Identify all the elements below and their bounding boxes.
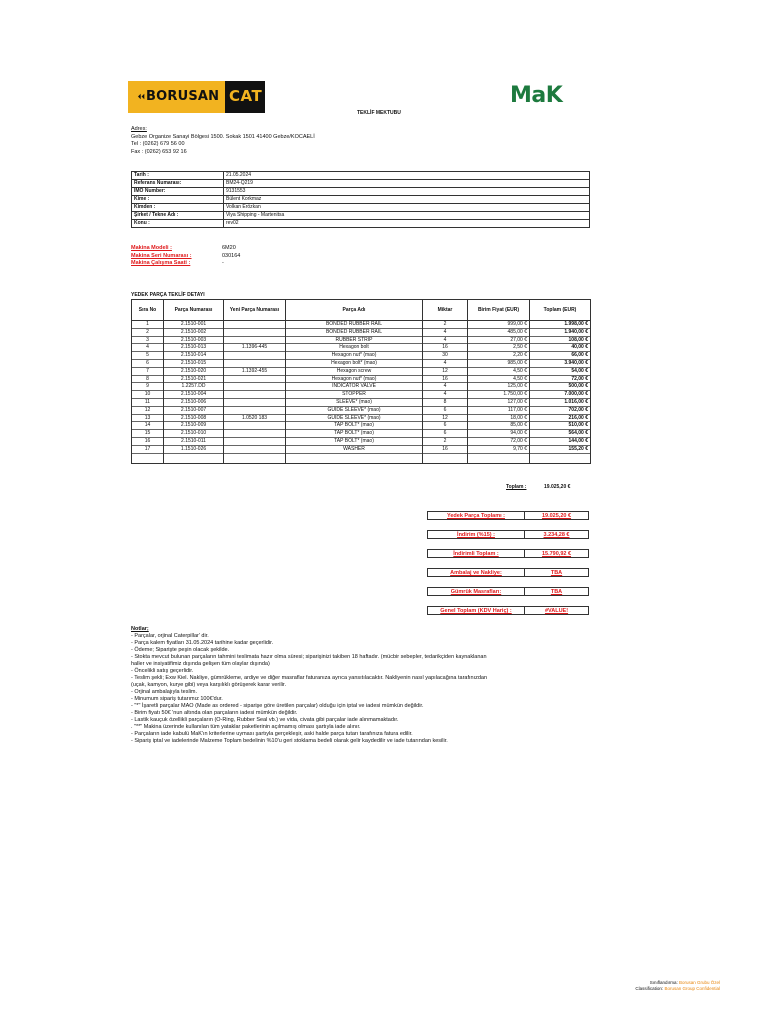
parts-cell-new-number: 1.1396-445 — [224, 344, 286, 352]
parts-cell-unit-price: 2,50 € — [468, 344, 530, 352]
parts-cell-no: 15 — [132, 430, 164, 438]
machine-hours-value: - — [222, 260, 224, 266]
summary-row — [427, 549, 589, 558]
parts-blank-cell — [423, 453, 468, 463]
summary-value: 19.025,20 € — [525, 511, 589, 520]
parts-cell-no: 16 — [132, 437, 164, 445]
document-title: TEKLİF MEKTUBU — [357, 110, 401, 116]
info-label: Şirket / Tekne Adı : — [132, 212, 224, 220]
info-label: Tarih : — [132, 172, 224, 180]
parts-cell-name: BONDED RUBBER RAIL — [286, 321, 423, 329]
parts-cell-name: TAP BOLT* (mao) — [286, 437, 423, 445]
info-row — [132, 188, 590, 196]
parts-cell-part-number: 1.1510-026 — [164, 445, 224, 453]
info-value: Viya Shipping - Martenitsa — [224, 212, 590, 220]
parts-cell-part-number: 2.1510-004 — [164, 391, 224, 399]
info-value: 9131553 — [224, 188, 590, 196]
parts-table — [131, 299, 591, 464]
summary-row — [427, 530, 589, 539]
cat-logo-box — [225, 81, 265, 113]
summary-value: TBA — [525, 568, 589, 577]
parts-cell-new-number — [224, 375, 286, 383]
parts-cell-new-number — [224, 359, 286, 367]
parts-cell-name: TAP BOLT* (mao) — [286, 430, 423, 438]
parts-row — [132, 383, 591, 391]
footer-label-tr: Sınıflandırma: — [649, 980, 678, 985]
parts-cell-qty: 4 — [423, 383, 468, 391]
footer-value-tr: Borusan Grubu Özel — [678, 980, 720, 985]
address-fax: Fax : (0262) 653 92 16 — [131, 148, 187, 155]
mak-logo — [510, 84, 590, 110]
parts-cell-total: 72,00 € — [530, 375, 591, 383]
note-line: - Parça kalem fiyatları 31.05.2024 tarihine kadar geçerlidir. — [131, 640, 274, 646]
parts-blank-row — [132, 453, 591, 463]
parts-row — [132, 437, 591, 445]
parts-cell-total: 40,00 € — [530, 344, 591, 352]
col-header-toplam: Toplam (EUR) — [530, 300, 591, 321]
parts-row — [132, 406, 591, 414]
info-label: Konu : — [132, 220, 224, 228]
info-table-body — [132, 172, 590, 228]
parts-row — [132, 430, 591, 438]
summary-value: TBA — [525, 587, 589, 596]
parts-row — [132, 359, 591, 367]
parts-cell-no: 14 — [132, 422, 164, 430]
parts-cell-unit-price: 985,00 € — [468, 359, 530, 367]
note-line: - Lastik kauçuk özellikli parçaların (O-Ring, Rubber Seal vb.) ve vida, civata gibi parçalar iade alınmamaktadır. — [131, 717, 399, 723]
parts-cell-unit-price: 117,00 € — [468, 406, 530, 414]
parts-cell-no: 4 — [132, 344, 164, 352]
parts-cell-no: 2 — [132, 328, 164, 336]
info-row — [132, 172, 590, 180]
info-row — [132, 196, 590, 204]
info-row — [132, 180, 590, 188]
info-row — [132, 220, 590, 228]
parts-cell-qty: 2 — [423, 321, 468, 329]
summary-value: 3.234,28 € — [525, 530, 589, 539]
parts-cell-qty: 4 — [423, 391, 468, 399]
parts-cell-name: Hexagon nut* (mao) — [286, 375, 423, 383]
parts-cell-name: Hexagon bolt — [286, 344, 423, 352]
machine-labels — [131, 245, 192, 268]
parts-cell-name: Hexagon bolt* (mao) — [286, 359, 423, 367]
parts-cell-part-number: 2.1510-013 — [164, 344, 224, 352]
parts-cell-new-number — [224, 336, 286, 344]
parts-blank-cell — [530, 453, 591, 463]
summary-label: Genel Toplam (KDV Hariç) : — [427, 606, 525, 615]
parts-row — [132, 336, 591, 344]
notes-heading: Notlar; — [131, 626, 149, 632]
parts-cell-new-number — [224, 422, 286, 430]
parts-cell-total: 1.016,00 € — [530, 398, 591, 406]
note-line: . "**" Makina üzerinde kullanılan tüm yataklar paketlerinin açılmamış olması şartıyla iade alınır. — [131, 724, 361, 730]
parts-cell-new-number — [224, 437, 286, 445]
parts-cell-qty: 30 — [423, 352, 468, 360]
parts-cell-total: 155,20 € — [530, 445, 591, 453]
parts-cell-part-number: 2.1510-001 — [164, 321, 224, 329]
parts-cell-part-number: 1.2257.DD — [164, 383, 224, 391]
parts-row — [132, 422, 591, 430]
note-line: (uçak, kamyon, kurye gibi) veya karşılıklı görüşerek karar verilir. — [131, 682, 286, 688]
parts-cell-qty: 6 — [423, 422, 468, 430]
toplam-label: Toplam : — [506, 484, 527, 490]
parts-cell-new-number — [224, 406, 286, 414]
parts-cell-part-number: 2.1510-020 — [164, 367, 224, 375]
parts-cell-name: GUIDE SLEEVE* (mao) — [286, 406, 423, 414]
parts-row — [132, 414, 591, 422]
parts-row — [132, 321, 591, 329]
info-value: Volkan Erözkan — [224, 204, 590, 212]
parts-cell-new-number: 1.1392-455 — [224, 367, 286, 375]
parts-cell-new-number — [224, 328, 286, 336]
parts-cell-part-number: 2.1510-006 — [164, 398, 224, 406]
col-header-parca-no: Parça Numarası — [164, 300, 224, 321]
parts-cell-new-number: 1.0520 183 — [224, 414, 286, 422]
parts-cell-part-number: 2.1510-010 — [164, 430, 224, 438]
parts-cell-new-number — [224, 398, 286, 406]
note-line: - Parçaların iade kabulü MaK'ın kriterlerine uyması şartıyla gerçekleşir, aski halde parça tutarı tarafınıza fatura edilir. — [131, 731, 413, 737]
note-line: - Stokta mevcut bulunan parçaların tahmini teslimata hazır olma süresi; siparişinizi takiben 18 haftadır. (mücbir sebepler, tedarikçiden kaynaklanan — [131, 654, 487, 660]
parts-cell-qty: 12 — [423, 367, 468, 375]
address-tel: Tel : (0262) 679 56 00 — [131, 141, 185, 147]
parts-cell-no: 10 — [132, 391, 164, 399]
parts-cell-unit-price: 125,00 € — [468, 383, 530, 391]
parts-cell-qty: 8 — [423, 398, 468, 406]
parts-cell-part-number: 2.1510-021 — [164, 375, 224, 383]
parts-cell-total: 1.940,00 € — [530, 328, 591, 336]
parts-cell-unit-price: 2,20 € — [468, 352, 530, 360]
parts-cell-no: 3 — [132, 336, 164, 344]
parts-row — [132, 445, 591, 453]
info-value: 21.05.2024 — [224, 172, 590, 180]
parts-row — [132, 367, 591, 375]
parts-cell-total: 3.940,00 € — [530, 359, 591, 367]
parts-blank-cell — [164, 453, 224, 463]
info-value: Bülent Korkmaz — [224, 196, 590, 204]
note-line: - Orjinal ambalajıyla teslim. — [131, 689, 198, 695]
summary-label: Gümrük Masrafları: — [427, 587, 525, 596]
parts-cell-qty: 6 — [423, 406, 468, 414]
parts-cell-no: 17 — [132, 445, 164, 453]
info-row — [132, 212, 590, 220]
parts-row — [132, 352, 591, 360]
parts-cell-total: 1.998,00 € — [530, 321, 591, 329]
parts-cell-unit-price: 485,00 € — [468, 328, 530, 336]
address-line: Gebze Organize Sanayi Bölgesi 1500. Sokak 1501 41400 Gebze/KOCAELİ — [131, 133, 315, 140]
note-line: - Parçalar, orjinal Caterpillar' dir. — [131, 633, 209, 639]
parts-cell-total: 108,00 € — [530, 336, 591, 344]
parts-cell-unit-price: 4,50 € — [468, 367, 530, 375]
col-header-miktar: Miktar — [423, 300, 468, 321]
parts-cell-unit-price: 72,00 € — [468, 437, 530, 445]
mak-wordmark: MaK — [510, 83, 563, 108]
parts-cell-name: Hexagon nut* (mao) — [286, 352, 423, 360]
note-line: - Öncelikli satış geçerlidir. — [131, 668, 194, 674]
summary-row — [427, 587, 589, 596]
machine-model-label: Makina Modeli : — [131, 245, 172, 251]
parts-cell-name: STOPPER — [286, 391, 423, 399]
summary-row — [427, 511, 589, 520]
parts-row — [132, 328, 591, 336]
parts-cell-unit-price: 1.750,00 € — [468, 391, 530, 399]
note-line: - Sipariş iptal ve iadelerinde Malzeme Toplam bedelinin %10'u geri stoklama bedeli olarak gelir kaydedilir ve iade tutarından kesilir. — [131, 738, 448, 744]
parts-cell-qty: 4 — [423, 336, 468, 344]
parts-cell-total: 144,00 € — [530, 437, 591, 445]
col-header-birim: Birim Fiyat (EUR) — [468, 300, 530, 321]
summary-row — [427, 568, 589, 577]
notes-block — [131, 626, 487, 745]
parts-cell-new-number — [224, 383, 286, 391]
parts-cell-no: 6 — [132, 359, 164, 367]
parts-cell-part-number: 2.1510-009 — [164, 422, 224, 430]
parts-cell-new-number — [224, 430, 286, 438]
parts-row — [132, 398, 591, 406]
parts-table-body — [132, 321, 591, 464]
parts-blank-cell — [468, 453, 530, 463]
parts-blank-cell — [132, 453, 164, 463]
parts-cell-part-number: 2.1510-011 — [164, 437, 224, 445]
parts-cell-no: 9 — [132, 383, 164, 391]
parts-cell-unit-price: 27,00 € — [468, 336, 530, 344]
note-line: - Ödeme; Siparişte peşin olacak şekilde. — [131, 647, 230, 653]
parts-cell-part-number: 2.1510-014 — [164, 352, 224, 360]
parts-cell-total: 66,00 € — [530, 352, 591, 360]
parts-cell-total: 7.000,00 € — [530, 391, 591, 399]
parts-cell-name: WASHER — [286, 445, 423, 453]
parts-row — [132, 375, 591, 383]
col-header-sira: Sıra No — [132, 300, 164, 321]
parts-cell-name: Hexagon screw — [286, 367, 423, 375]
note-line: - Teslim şekli; Exw Kiel. Nakliye, gümrükleme, ardiye ve diğer masraflar faturanıza ayrıca yansıtılacaktır. Nakliyenin nasıl yapılacağına tarafınızdan — [131, 675, 488, 681]
machine-serial-label: Makina Seri Numarası : — [131, 252, 192, 259]
parts-cell-unit-price: 4,50 € — [468, 375, 530, 383]
address-block — [131, 126, 315, 156]
footer-value-en: Borusan Group Confidential — [664, 986, 720, 991]
cat-wordmark: CAT — [229, 87, 263, 105]
toplam-value: 19.025,20 € — [544, 484, 571, 490]
parts-cell-new-number — [224, 391, 286, 399]
summary-label: Yedek Parça Toplamı : — [427, 511, 525, 520]
note-line: - Birim fiyatı 50€ 'nun altında olan parçaların iadesi mümkün değildir. — [131, 710, 298, 716]
borusan-wordmark: BORUSAN — [146, 89, 220, 104]
notes-list — [131, 633, 487, 745]
parts-cell-qty: 16 — [423, 344, 468, 352]
parts-cell-name: BONDED RUBBER RAIL — [286, 328, 423, 336]
summary-row — [427, 606, 589, 615]
summary-value: 15.790,92 € — [525, 549, 589, 558]
parts-cell-name: INDICATOR VALVE — [286, 383, 423, 391]
parts-cell-no: 8 — [132, 375, 164, 383]
parts-cell-total: 564,00 € — [530, 430, 591, 438]
parts-cell-new-number — [224, 321, 286, 329]
parts-row — [132, 344, 591, 352]
info-label: Referans Numarası: — [132, 180, 224, 188]
info-label: Kimden : — [132, 204, 224, 212]
parts-cell-qty: 16 — [423, 445, 468, 453]
parts-cell-name: GUIDE SLEEVE* (mao) — [286, 414, 423, 422]
parts-cell-total: 510,00 € — [530, 422, 591, 430]
parts-cell-no: 7 — [132, 367, 164, 375]
parts-cell-part-number: 2.1510-015 — [164, 359, 224, 367]
parts-blank-cell — [224, 453, 286, 463]
note-line: - Minumum sipariş tutarımız 100€'dur. — [131, 696, 223, 702]
parts-cell-name: TAP BOLT* (mao) — [286, 422, 423, 430]
info-label: Kime : — [132, 196, 224, 204]
parts-cell-name: SLEEVE* (mao) — [286, 398, 423, 406]
parts-cell-qty: 2 — [423, 437, 468, 445]
col-header-adi: Parça Adı — [286, 300, 423, 321]
note-line: - "*" İşaretli parçalar MAO (Made as ordered - siparişe göre üretilen parçalar) olduğu için iptal ve iadesi mümkün değildir. — [131, 703, 424, 709]
info-label: IMO Number: — [132, 188, 224, 196]
parts-cell-no: 5 — [132, 352, 164, 360]
summary-label: Ambalaj ve Nakliye: — [427, 568, 525, 577]
parts-cell-unit-price: 85,00 € — [468, 422, 530, 430]
parts-cell-unit-price: 127,00 € — [468, 398, 530, 406]
parts-cell-total: 702,00 € — [530, 406, 591, 414]
machine-hours-label: Makina Çalışma Saati : — [131, 260, 191, 266]
parts-cell-part-number: 2.1510-008 — [164, 414, 224, 422]
parts-cell-new-number — [224, 352, 286, 360]
parts-cell-qty: 16 — [423, 375, 468, 383]
parts-section-title: YEDEK PARÇA TEKLİF DETAYI — [131, 292, 205, 298]
parts-cell-part-number: 2.1510-003 — [164, 336, 224, 344]
summary-label: İndirimli Toplam : — [427, 549, 525, 558]
parts-cell-total: 216,00 € — [530, 414, 591, 422]
info-table — [131, 171, 590, 228]
parts-row — [132, 391, 591, 399]
parts-cell-unit-price: 18,00 € — [468, 414, 530, 422]
borusan-cat-logo — [128, 81, 265, 113]
parts-cell-no: 11 — [132, 398, 164, 406]
parts-header-row — [132, 300, 591, 321]
parts-cell-qty: 6 — [423, 430, 468, 438]
parts-cell-name: RUBBER STRIP — [286, 336, 423, 344]
parts-cell-qty: 4 — [423, 359, 468, 367]
machine-serial-value: 030164 — [222, 252, 241, 259]
parts-cell-qty: 4 — [423, 328, 468, 336]
address-heading: Adres: — [131, 126, 147, 132]
footer-label-en: Classification: — [635, 986, 664, 991]
info-value: BM24-Q219 — [224, 180, 590, 188]
parts-cell-unit-price: 94,00 € — [468, 430, 530, 438]
parts-cell-unit-price: 999,00 € — [468, 321, 530, 329]
parts-cell-total: 54,00 € — [530, 367, 591, 375]
note-line: haller ve insiyatifimiz dışında gelişen tüm olaylar dışında) — [131, 661, 270, 667]
parts-cell-new-number — [224, 445, 286, 453]
summary-value: #VALUE! — [525, 606, 589, 615]
parts-cell-qty: 12 — [423, 414, 468, 422]
classification-footer — [610, 980, 720, 992]
parts-cell-unit-price: 9,70 € — [468, 445, 530, 453]
parts-blank-cell — [286, 453, 423, 463]
parts-cell-part-number: 2.1510-002 — [164, 328, 224, 336]
parts-cell-total: 500,00 € — [530, 383, 591, 391]
info-value: rev02 — [224, 220, 590, 228]
col-header-yeni-no: Yeni Parça Numarası — [224, 300, 286, 321]
info-row — [132, 204, 590, 212]
parts-cell-no: 1 — [132, 321, 164, 329]
parts-cell-part-number: 2.1510-007 — [164, 406, 224, 414]
machine-values — [222, 245, 240, 268]
machine-model-value: 6M20 — [222, 245, 236, 251]
parts-cell-no: 12 — [132, 406, 164, 414]
parts-cell-no: 13 — [132, 414, 164, 422]
summary-label: İndirim (%15) : — [427, 530, 525, 539]
